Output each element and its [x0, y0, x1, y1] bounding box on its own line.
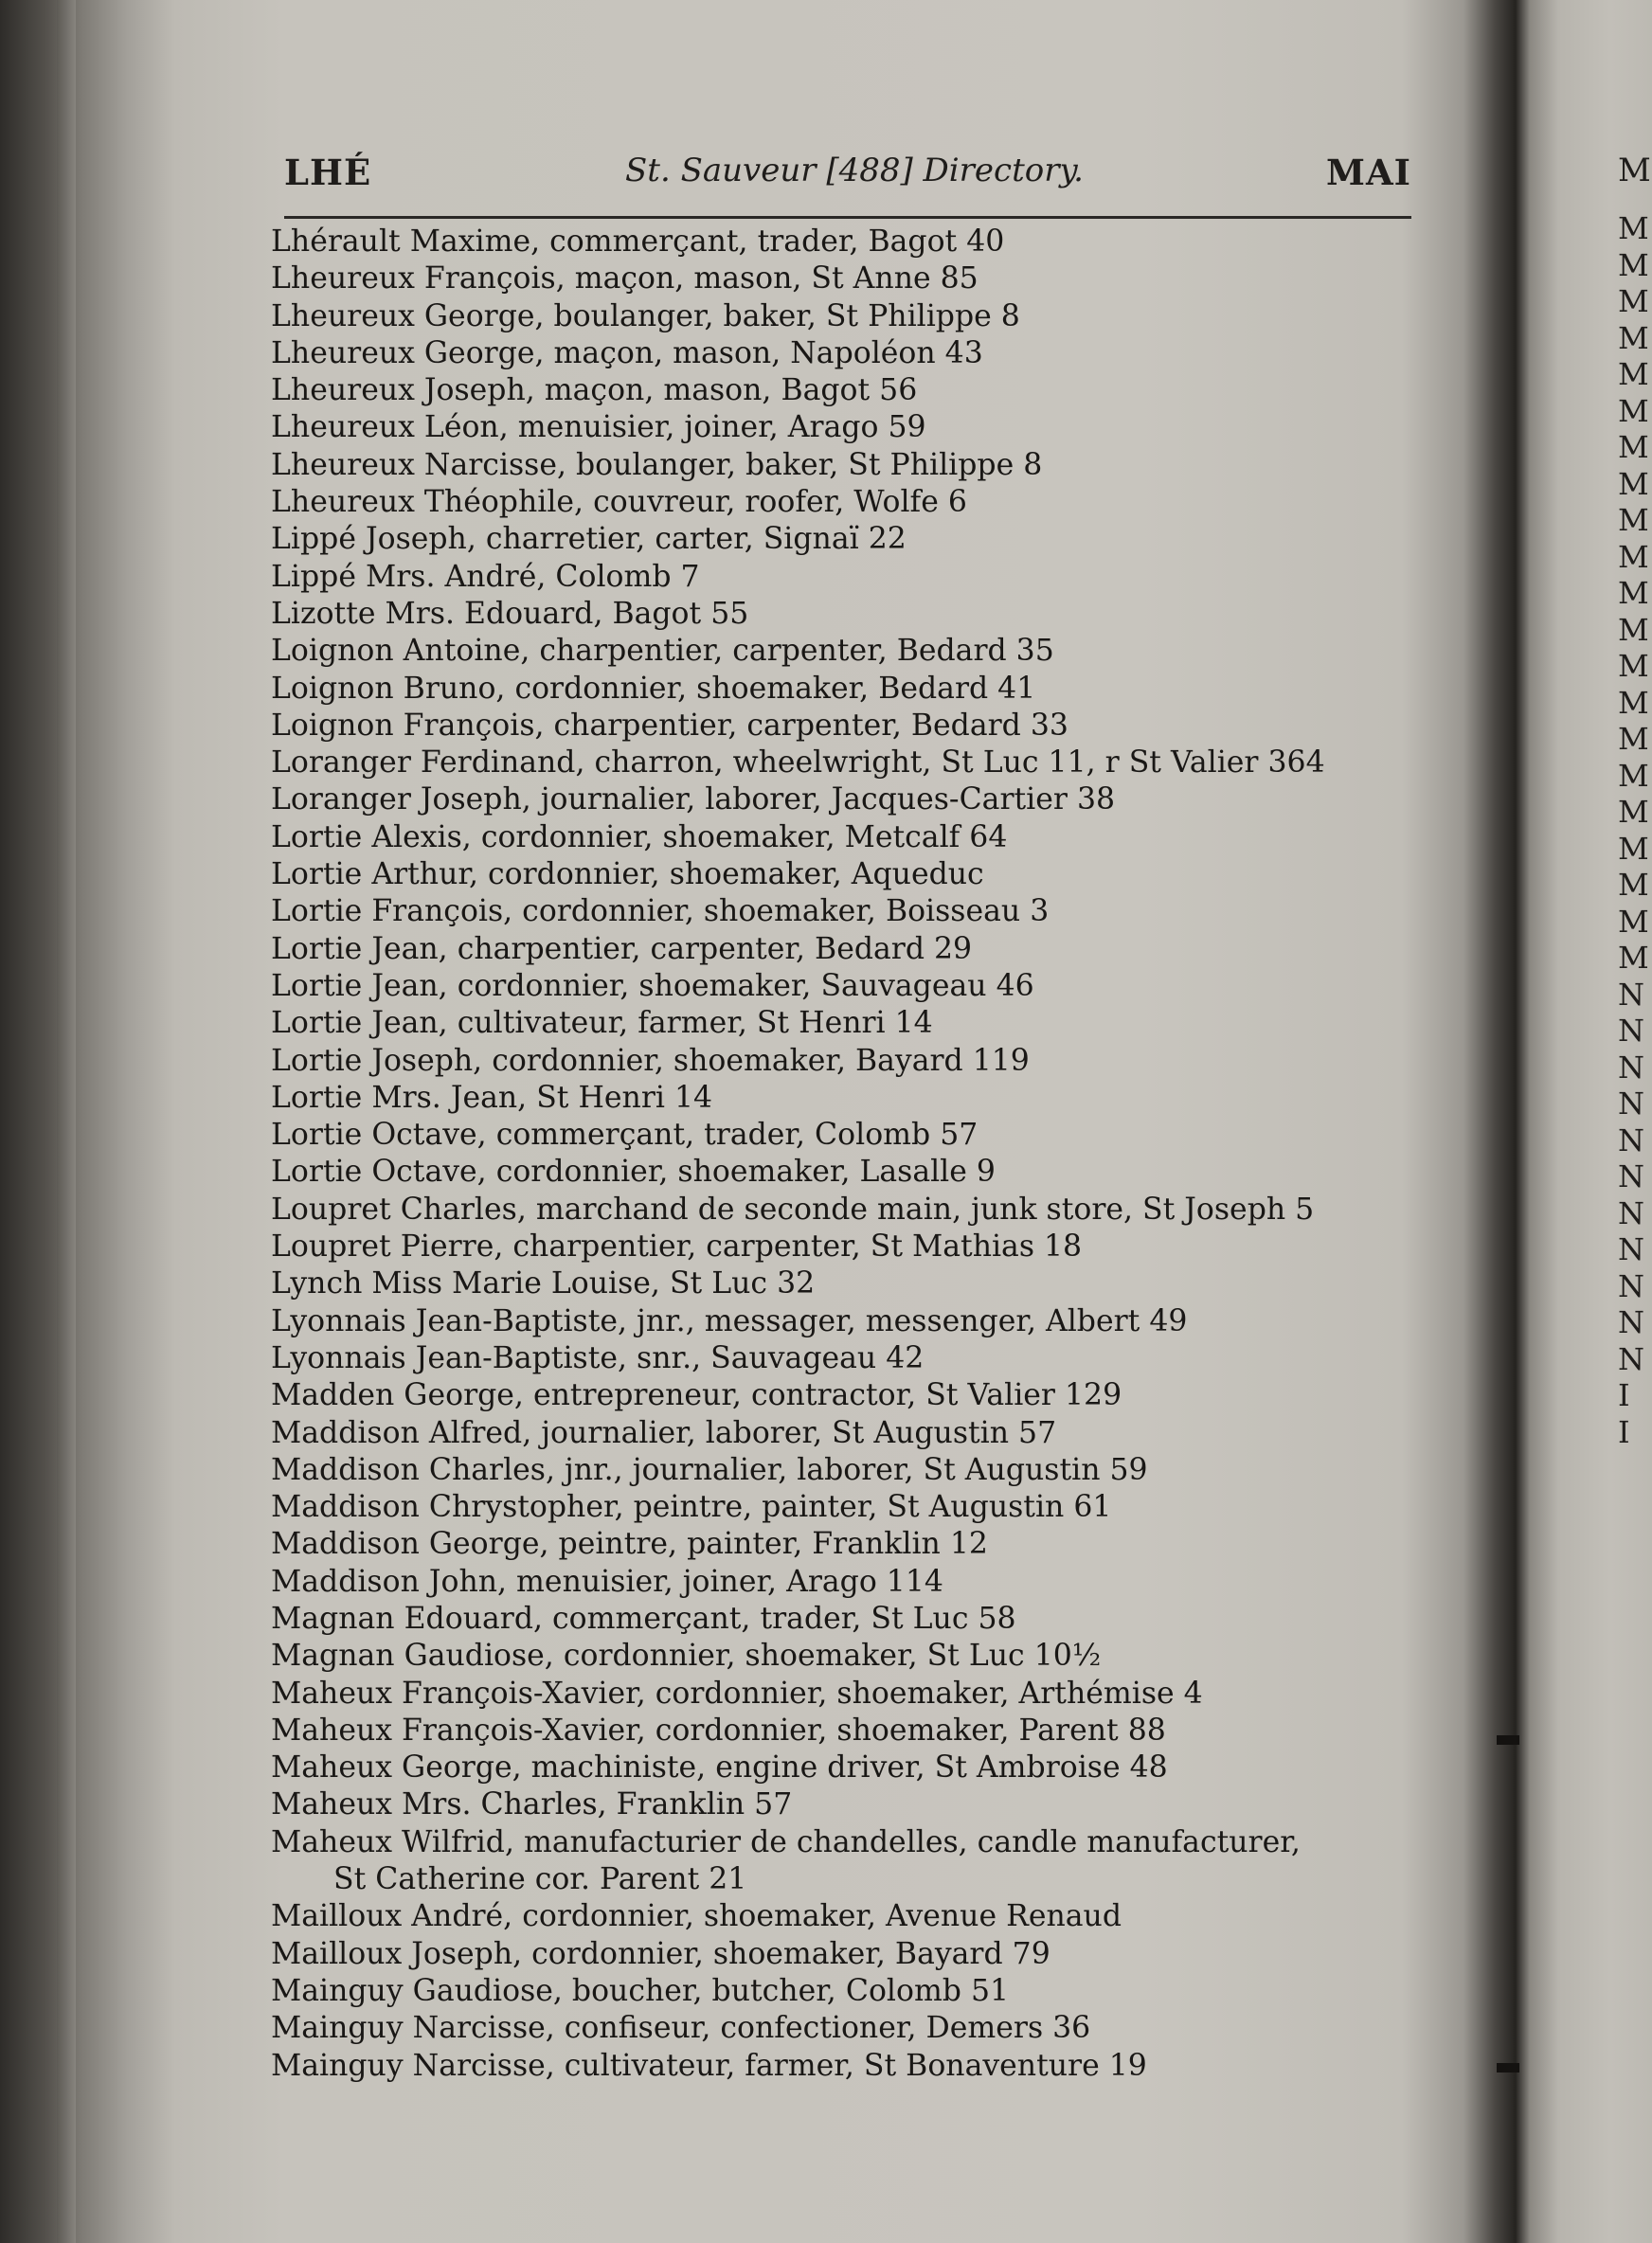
facing-page-line-initial: M: [1618, 429, 1649, 465]
directory-entry: Maheux François-Xavier, cordonnier, shoemaker, Parent 88: [271, 1713, 1166, 1748]
facing-page-line-initial: M: [1618, 867, 1649, 903]
directory-entry: Lortie Jean, cultivateur, farmer, St Henri 14: [271, 1006, 933, 1041]
directory-entry: Maddison Chrystopher, peintre, painter, St Augustin 61: [271, 1490, 1112, 1525]
directory-entry: Maddison Alfred, journalier, laborer, St Augustin 57: [271, 1415, 1057, 1450]
facing-page-header-letter: M: [1618, 152, 1651, 189]
facing-page-line-initial: M: [1618, 794, 1649, 830]
facing-page-line-initial: M: [1618, 940, 1649, 976]
facing-page-line-initial: M: [1618, 721, 1649, 757]
facing-page-line-initial: N: [1618, 1231, 1644, 1267]
directory-entry: Magnan Gaudiose, cordonnier, shoemaker, St Luc 10½: [271, 1639, 1102, 1674]
directory-entry: Loupret Charles, marchand de seconde main, junk store, St Joseph 5: [271, 1192, 1315, 1227]
facing-page-line-initial: M: [1618, 465, 1649, 502]
directory-entry: Lortie Jean, charpentier, carpenter, Bedard 29: [271, 931, 973, 966]
directory-entry: Lortie Alexis, cordonnier, shoemaker, Metcalf 64: [271, 819, 1008, 854]
directory-entry: Maheux Mrs. Charles, Franklin 57: [271, 1787, 793, 1822]
directory-entry: Loranger Joseph, journalier, laborer, Jacques-Cartier 38: [271, 782, 1116, 817]
facing-page-line-initial: M: [1618, 611, 1649, 648]
directory-entry: Maddison George, peintre, painter, Franklin 12: [271, 1527, 988, 1562]
header-rule: [284, 216, 1411, 219]
directory-entry: Lortie Joseph, cordonnier, shoemaker, Bayard 119: [271, 1043, 1030, 1078]
directory-entry-continuation: St Catherine cor. Parent 21: [333, 1862, 747, 1897]
facing-page-line-initial: M: [1618, 319, 1649, 356]
directory-entry: Lhérault Maxime, commerçant, trader, Bagot 40: [271, 224, 1005, 259]
directory-entry: Mainguy Narcisse, cultivateur, farmer, St Bonaventure 19: [271, 2048, 1147, 2083]
facing-page-line-initial: M: [1618, 283, 1649, 319]
facing-page-line-initial: I: [1618, 1413, 1630, 1450]
directory-entry: Lyonnais Jean-Baptiste, snr., Sauvageau 42: [271, 1340, 925, 1375]
binding-mark: [1497, 1735, 1519, 1745]
facing-page-line-initial: N: [1618, 1304, 1644, 1340]
directory-entry: Mainguy Narcisse, confiseur, confectioner, Demers 36: [271, 2011, 1091, 2046]
directory-entry: Lortie François, cordonnier, shoemaker, Boisseau 3: [271, 894, 1050, 929]
facing-page-line-initial: N: [1618, 1122, 1644, 1158]
directory-entry: Lyonnais Jean-Baptiste, jnr., messager, messenger, Albert 49: [271, 1303, 1188, 1338]
facing-page-line-initial: N: [1618, 1194, 1644, 1231]
directory-entry: Lortie Octave, commerçant, trader, Colomb 57: [271, 1118, 979, 1153]
facing-page-line-initial: M: [1618, 502, 1649, 538]
directory-entry: Lippé Mrs. André, Colomb 7: [271, 559, 700, 594]
directory-entry: Lheureux George, maçon, mason, Napoléon 43: [271, 335, 983, 370]
facing-page-line-initial: M: [1618, 575, 1649, 611]
directory-entry: Loupret Pierre, charpentier, carpenter, St Mathias 18: [271, 1229, 1083, 1265]
facing-page-line-initial: I: [1618, 1377, 1630, 1413]
directory-entry: Maddison Charles, jnr., journalier, laborer, St Augustin 59: [271, 1452, 1148, 1487]
directory-entry: Lizotte Mrs. Edouard, Bagot 55: [271, 596, 749, 631]
facing-page-line-initial: N: [1618, 1049, 1644, 1086]
directory-entry: Lheureux Léon, menuisier, joiner, Arago 59: [271, 410, 926, 445]
facing-page-letter-column: [1618, 210, 1652, 1450]
header-range-end: MAI: [1326, 152, 1411, 193]
directory-entry: Lheureux George, boulanger, baker, St Philippe 8: [271, 298, 1020, 333]
directory-entry: Lheureux François, maçon, mason, St Anne 85: [271, 261, 979, 296]
directory-entry: Mailloux André, cordonnier, shoemaker, Avenue Renaud: [271, 1899, 1122, 1934]
directory-entry: Maheux George, machiniste, engine driver, St Ambroise 48: [271, 1750, 1168, 1785]
directory-entry: Lortie Jean, cordonnier, shoemaker, Sauvageau 46: [271, 968, 1034, 1003]
facing-page-line-initial: M: [1618, 648, 1649, 684]
directory-entry: Lortie Mrs. Jean, St Henri 14: [271, 1080, 713, 1115]
directory-entry: Lheureux Théophile, couvreur, roofer, Wolfe 6: [271, 485, 967, 520]
facing-page-line-initial: M: [1618, 246, 1649, 283]
facing-page-line-initial: M: [1618, 830, 1649, 867]
header-directory-title: St. Sauveur [488] Directory.: [625, 152, 1084, 189]
page-header: [284, 152, 1411, 218]
directory-entry: Loignon Antoine, charpentier, carpenter, Bedard 35: [271, 634, 1054, 669]
binding-mark: [1497, 2063, 1519, 2073]
header-range-start: LHÉ: [284, 152, 372, 193]
directory-entry: Loignon François, charpentier, carpenter, Bedard 33: [271, 708, 1068, 743]
facing-page-line-initial: N: [1618, 976, 1644, 1013]
directory-entry: Magnan Edouard, commerçant, trader, St Luc 58: [271, 1601, 1016, 1636]
facing-page-line-initial: M: [1618, 538, 1649, 575]
facing-page-line-initial: M: [1618, 356, 1649, 392]
facing-page-line-initial: M: [1618, 903, 1649, 940]
facing-page-line-initial: M: [1618, 210, 1649, 246]
facing-page-line-initial: M: [1618, 757, 1649, 794]
facing-page-line-initial: M: [1618, 684, 1649, 721]
facing-page-line-initial: N: [1618, 1340, 1644, 1377]
directory-entry: Lortie Arthur, cordonnier, shoemaker, Aqueduc: [271, 857, 984, 892]
facing-page-line-initial: N: [1618, 1158, 1644, 1194]
directory-entry: Maheux François-Xavier, cordonnier, shoemaker, Arthémise 4: [271, 1676, 1203, 1711]
directory-entry: Lheureux Joseph, maçon, mason, Bagot 56: [271, 373, 918, 408]
directory-entry: Lortie Octave, cordonnier, shoemaker, Lasalle 9: [271, 1155, 996, 1190]
directory-entry: Maheux Wilfrid, manufacturier de chandelles, candle manufacturer,: [271, 1824, 1301, 1859]
directory-entry: Loranger Ferdinand, charron, wheelwright, St Luc 11, r St Valier 364: [271, 745, 1325, 781]
directory-entry: Madden George, entrepreneur, contractor, St Valier 129: [271, 1378, 1122, 1413]
directory-entry: Lheureux Narcisse, boulanger, baker, St Philippe 8: [271, 447, 1043, 482]
facing-page-line-initial: N: [1618, 1086, 1644, 1122]
directory-entry: Maddison John, menuisier, joiner, Arago 114: [271, 1564, 943, 1599]
directory-entry: Mainguy Gaudiose, boucher, butcher, Colomb 51: [271, 1973, 1010, 2008]
directory-entry-list: [271, 224, 1436, 2085]
facing-page-line-initial: M: [1618, 392, 1649, 429]
directory-entry: Lippé Joseph, charretier, carter, Signaï 22: [271, 522, 907, 557]
directory-entry: Mailloux Joseph, cordonnier, shoemaker, Bayard 79: [271, 1936, 1050, 1971]
book-page-edges: [57, 0, 76, 2243]
directory-entry: Lynch Miss Marie Louise, St Luc 32: [271, 1266, 816, 1301]
facing-page-line-initial: N: [1618, 1013, 1644, 1049]
directory-entry: Loignon Bruno, cordonnier, shoemaker, Bedard 41: [271, 671, 1036, 706]
facing-page-line-initial: N: [1618, 1267, 1644, 1304]
